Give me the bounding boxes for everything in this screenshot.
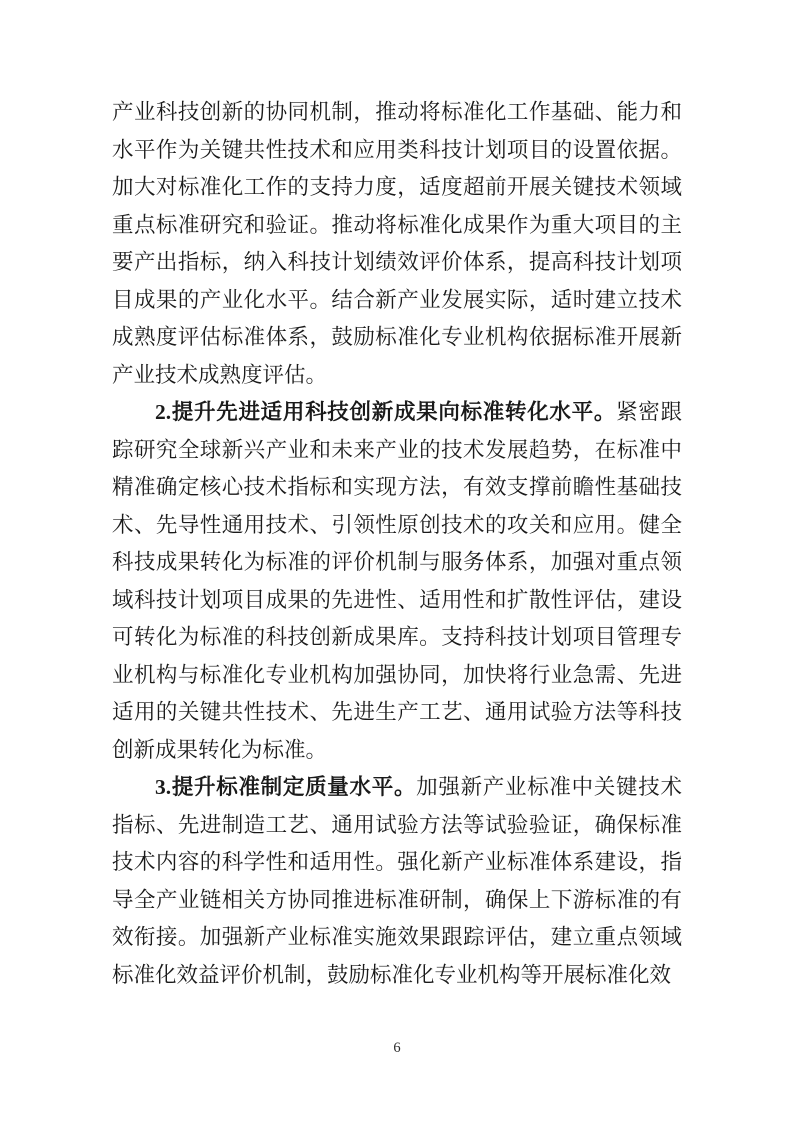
paragraph [112, 394, 682, 769]
paragraph-text-run: 加强新产业标准中关键技术指标、先进制造工艺、通用试验方法等试验验证，确保标准技术内容的科学性和适用性。强化新产业标准体系建设，指导全产业链相关方协同推进标准研制，确保上下游标准的有效衔接。加强新产业标准实施效果跟踪评估，建立重点领域标准化效益评价机制，鼓励标准化专业机构等开展标准化效 [112, 775, 682, 987]
document-body-text [112, 94, 682, 994]
paragraph-heading-run: 2.提升先进适用科技创新成果向标准转化水平。 [155, 400, 617, 424]
paragraph-text-run: 产业科技创新的协同机制，推动将标准化工作基础、能力和水平作为关键共性技术和应用类科技计划项目的设置依据。加大对标准化工作的支持力度，适度超前开展关键技术领域重点标准研究和验证。推动将标准化成果作为重大项目的主要产出指标，纳入科技计划绩效评价体系，提高科技计划项目成果的产业化水平。结合新产业发展实际，适时建立技术成熟度评估标准体系，鼓励标准化专业机构依据标准开展新产业技术成熟度评估。 [112, 100, 682, 387]
page-number: 6 [393, 1040, 401, 1056]
paragraph [112, 94, 682, 394]
paragraph-text-run: 紧密跟踪研究全球新兴产业和未来产业的技术发展趋势，在标准中精准确定核心技术指标和实现方法，有效支撑前瞻性基础技术、先导性通用技术、引领性原创技术的攻关和应用。健全科技成果转化为标准的评价机制与服务体系，加强对重点领域科技计划项目成果的先进性、适用性和扩散性评估，建设可转化为标准的科技创新成果库。支持科技计划项目管理专业机构与标准化专业机构加强协同，加快将行业急需、先进适用的关键共性技术、先进生产工艺、通用试验方法等科技创新成果转化为标准。 [112, 400, 682, 762]
paragraph-heading-run: 3.提升标准制定质量水平。 [155, 775, 417, 799]
paragraph [112, 769, 682, 994]
